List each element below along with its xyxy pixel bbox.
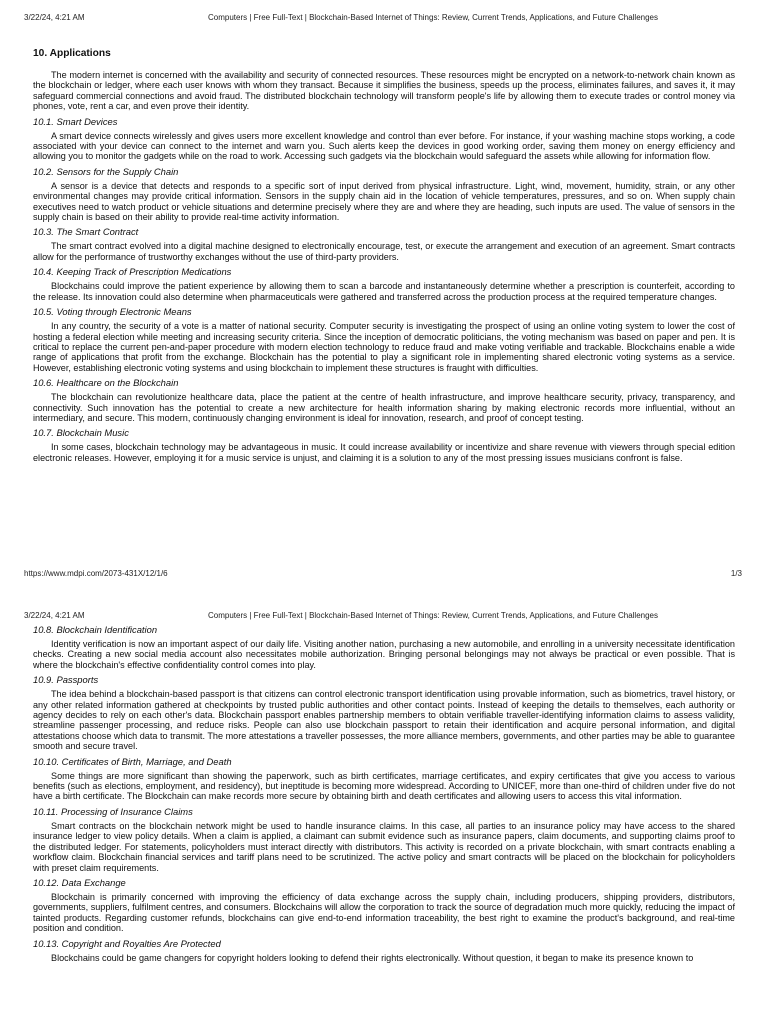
subsection-paragraph: The blockchain can revolutionize healthcare data, place the patient at the centre of health infrastructure, and improve healthcare security, privacy, transparency, and connectivity. Such innovation has the potential to create a new architecture for health information sharing by making electronic records more influential, without an intermediary, and secure. This modern, continuously changing environment is ideal for innovation, research, and proof of concept testing. (33, 392, 735, 423)
source-url[interactable]: https://www.mdpi.com/2073-431X/12/1/6 (24, 569, 168, 578)
subsection-heading: 10.12. Data Exchange (33, 876, 126, 888)
print-date: 3/22/24, 4:21 AM (24, 611, 85, 620)
subsection-heading: 10.11. Processing of Insurance Claims (33, 805, 193, 817)
subsection-paragraph: The idea behind a blockchain-based passport is that citizens can control electronic transport identification using provable information, such as biometrics, travel history, or any other related information gathered at checkpoints by trusted public authorities and other contact points. Instead of keeping the details to themselves, each authority or agency decides to rely on each other's data. Blockchain passport enables partnership members to obtain verifiable traveller-identifying information claims to assess validity, streamline passenger processing, and reduce risks. People can also use blockchain passport to retain their identification and acquire personal information, and digital attestations choose which data to transmit. The more attestations a traveller possesses, the more alliance members, governments, and other parties may be able to guarantee smooth and secure travel. (33, 689, 735, 752)
subsection-paragraph: In any country, the security of a vote is a matter of national security. Computer security is investigating the prospect of using an online voting system to lower the cost of hosting a federal election while meeting and increasing security criteria. Since the inception of democratic politicians, the voting mechanism was based on paper and pen. It is critical to replace the current pen-and-paper procedure with modern election technology to reduce fraud and make voting verifiable and trackable. Blockchains enable a wide range of applications that profit from the exchange. Blockchain has the potential to play a significant role in implementing shared electronic voting systems as a service. However, establishing electronic voting systems and using blockchain to implement these structures is fraught with difficulties. (33, 321, 735, 373)
subsection-paragraph: A sensor is a device that detects and responds to a specific sort of input derived from physical infrastructure. Light, wind, movement, humidity, strain, or any other environmental changes may provide critical information. Sensors in the supply chain aid in the location of vehicle temperatures, pressures, and so on. When supply chain executives need to watch product or vehicle situations and determine precisely where they are and where they are heading, such inputs are used. The value of sensors in the supply chain is based on their ability to provide real-time activity information. (33, 180, 735, 223)
section-heading: 10. Applications (33, 48, 111, 59)
pdf-page-2 (0, 598, 768, 1024)
subsection-heading: 10.9. Passports (33, 674, 99, 686)
subsection-heading: 10.4. Keeping Track of Prescription Medications (33, 266, 232, 278)
print-date: 3/22/24, 4:21 AM (24, 13, 85, 22)
subsection-heading: 10.8. Blockchain Identification (33, 624, 158, 635)
subsection-paragraph: The smart contract evolved into a digital machine designed to electronically encourage, test, or execute the arrangement and execution of an agreement. Smart contracts allow for the performance of trustworthy exchanges without the use of third-party providers. (33, 241, 735, 262)
subsection-paragraph: Blockchains could improve the patient experience by allowing them to scan a barcode and instantaneously determine whether a prescription is counterfeit, according to the release. Its innovation could also determine when pharmaceuticals were gathered and transferred across the production process at the required temperature changes. (33, 281, 735, 302)
subsection-heading: 10.1. Smart Devices (33, 115, 118, 127)
intro-paragraph: The modern internet is concerned with the availability and security of connected resources. These resources might be encrypted on a network-to-network chain known as the blockchain or ledger, where each user knows with whom they transact. Because it simplifies the business, speeds up the process, eliminates failures, and saves it, it may safeguard commercial connections and avoid fraud. The distributed blockchain technology will transform people's life by allowing them to execute trades or control money via phones, vote, rent a car, and even prove their identity. (33, 70, 735, 112)
subsection-paragraph: Smart contracts on the blockchain network might be used to handle insurance claims. In this case, all parties to an insurance policy may have access to the shared insurance ledger to view policy details. When a claim is applied, a claimant can submit evidence such as insurance papers, claim documents, and supporting claims proof to the distributed ledger. For statements, policyholders must interact directly with distributors. This activity is recorded on a private blockchain, with smart contracts enabling a workflow claim. Blockchain financial services and tariff plans need to be scrutinized. The active policy and smart contracts will be placed on the blockchain for policyholders with preset claim requirements. (33, 820, 735, 873)
subsection-paragraph: Some things are more significant than showing the paperwork, such as birth certificates, marriage certificates, and expiry certificates that give you access to various benefits (such as elections, employment, and residency), but ineptitude is becoming more widespread. According to UNICEF, more than one-third of children under five do not have a birth certificate. The Blockchain can make records more secure by obtaining birth and death certificates and allowing users to access this vital information. (33, 770, 735, 802)
subsection-heading: 10.2. Sensors for the Supply Chain (33, 165, 179, 177)
page-number: 1/3 (730, 569, 742, 578)
print-title: Computers | Free Full-Text | Blockchain-Based Internet of Things: Review, Current Trends, Applications, and Future Challenges (208, 611, 659, 620)
page-2-content (33, 620, 735, 965)
subsection-paragraph: Identity verification is now an important aspect of our daily life. Visiting another nation, purchasing a new automobile, and enrolling in a university necessitate identification checks. Creating a new social media account also necessitates mobile authorization. Bringing personal belongings may not always be practical or even possible. That is where the blockchain's effective confidentiality control comes into play. (33, 639, 735, 670)
subsection-paragraph: In some cases, blockchain technology may be advantageous in music. It could increase availability or incentivize and share revenue with viewers through special edition electronic releases. However, employing it for a music service is unjust, and claiming it is a solution to any of the most pressing issues musicians confront is false. (33, 442, 735, 463)
subsection-paragraph: A smart device connects wirelessly and gives users more excellent knowledge and control than ever before. For instance, if your washing machine stops working, a code associated with your device can connect to the internet and warn you. Such alerts keep the devices in good working order, saving them money on energy efficiency and allowing you to monitor the gadgets while on the road to work. Accessing such gadgets via the blockchain would safeguard the assets while allowing for information flow. (33, 130, 735, 162)
subsection-heading: 10.6. Healthcare on the Blockchain (33, 377, 179, 389)
print-header (0, 12, 768, 24)
print-title: Computers | Free Full-Text | Blockchain-Based Internet of Things: Review, Current Trends, Applications, and Future Challenges (208, 13, 659, 22)
print-footer (0, 568, 768, 580)
subsection-heading: 10.3. The Smart Contract (33, 226, 139, 238)
subsection-heading: 10.10. Certificates of Birth, Marriage, and Death (33, 755, 232, 767)
subsection-paragraph: Blockchain is primarily concerned with improving the efficiency of data exchange across the supply chain, including producers, shipping providers, distributors, governments, suppliers, fulfilment centres, and consumers. Blockchains will allow the corporation to track the source of degradation much more quickly, reducing the impact of tainted products. Regarding customer refunds, blockchains can give end-to-end information traceability, the best right to examine the product's background, and real-time position and condition. (33, 891, 735, 934)
page-1-content (33, 47, 735, 465)
subsection-paragraph: Blockchains could be game changers for copyright holders looking to defend their rights electronically. Without question, it began to make its presence known to (51, 952, 694, 963)
subsection-heading: 10.13. Copyright and Royalties Are Protected (33, 937, 221, 949)
subsection-heading: 10.7. Blockchain Music (33, 427, 129, 439)
subsection-heading: 10.5. Voting through Electronic Means (33, 306, 192, 318)
